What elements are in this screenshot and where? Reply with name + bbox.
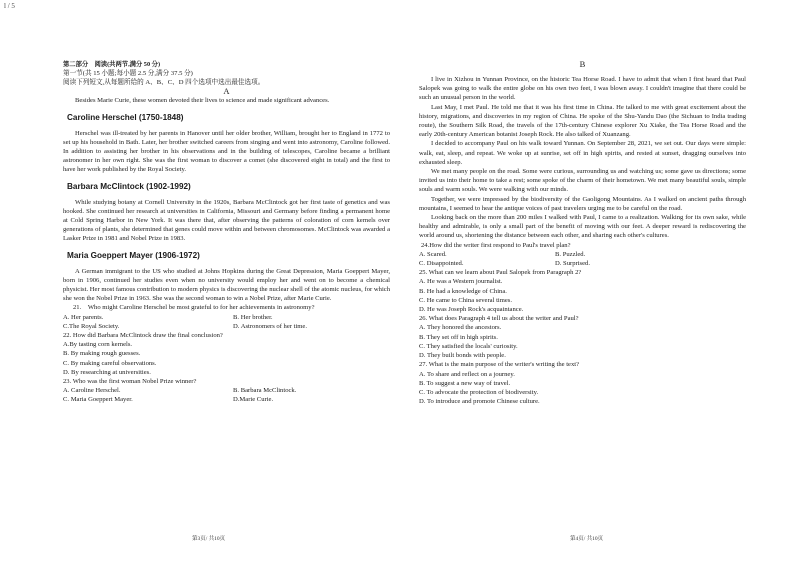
- q26-option-b: B. They set off in high spirits.: [419, 333, 498, 341]
- q22-option-d: D. By researching at universities.: [63, 368, 151, 376]
- q22-option-c: C. By making careful observations.: [63, 359, 157, 367]
- barbara-paragraph: While studying botany at Cornell University in the 1920s, Barbara McClintock got her first taste of genetics and was hooked. She continued her research at universities in California, Missouri and Germany before finding a permanent home at Cold Spring Harbor in New York. It was there that, after observing the patterns of coloration of corn kernels over generations of plants, she determined that genes could move within and between chromosomes. McClintock was awarded a Lasker Prize in 1981 and Nobel Prize in 1983.: [63, 198, 390, 243]
- q24-option-d: D. Surprised.: [555, 260, 590, 268]
- q23-options-row2: [63, 395, 390, 404]
- q23-option-d: D.Marie Curie.: [233, 396, 274, 404]
- q21-option-a: A. Her parents.: [63, 313, 104, 321]
- heading-caroline-herschel: Caroline Herschel (1750-1848): [67, 112, 184, 122]
- q21-option-b: B. Her brother.: [233, 313, 273, 321]
- question-21: 21. Who might Caroline Herschel be most grateful to for her achievements in astronomy?: [73, 304, 315, 312]
- q25-option-a: A. He was a Western journalist.: [419, 278, 503, 286]
- q21-options-row2: [63, 322, 390, 331]
- passage-letter-a: A: [223, 86, 230, 97]
- passage-b-paragraph-1: I live in Xizhou in Yunnan Province, on the historic Tea Horse Road. I have to admit that when I first heard that Paul Salopek was going to walk the entire globe on his own two feet, I was blown away. I couldn't imagine that there could be such an unusual person in the world.: [419, 76, 746, 102]
- question-27: 27. What is the main purpose of the writer's writing the text?: [419, 361, 580, 369]
- q27-option-a: A. To share and reflect on a journey.: [419, 370, 515, 378]
- right-page-column: [419, 60, 746, 406]
- q24-options-row2: [419, 259, 746, 268]
- section-note: 第一节(共 15 小题;每小题 2.5 分,满分 37.5 分): [63, 70, 193, 77]
- q22-option-b: B. By making rough guesses.: [63, 350, 141, 358]
- maria-paragraph: A German immigrant to the US who studied at Johns Hopkins during the Great Depression, Maria Goeppert Mayer, born in 1906, continued her studies even when no university would employ her and went on to become a chemical physicist. Her most famous contribution to modern physics is discovering the nuclear shell of the atomic nucleus, for which she won the Nobel Prize in 1963. She was the second woman to win a Nobel Prize, after Marie Curie.: [63, 267, 390, 303]
- question-22: 22. How did Barbara McClintock draw the final conclusion?: [63, 332, 223, 340]
- passage-b-paragraph-4: We met many people on the road. Some were curious, surrounding us and watching us; some gave us directions; some invited us into their home to take a rest; some spoke of the charm of their hometown. We met many beautiful souls, simple souls and warm souls. We were walking with our minds.: [419, 168, 746, 194]
- q26-option-c: C. They satisfied the locals' curiosity.: [419, 342, 518, 350]
- q23-option-a: A. Caroline Herschel.: [63, 387, 121, 395]
- left-page-column: [63, 60, 390, 405]
- q27-option-d: D. To introduce and promote Chinese culture.: [419, 398, 540, 406]
- q26-option-d: D. They built bonds with people.: [419, 352, 506, 360]
- part-title: 第二部分 阅读(共两节,满分 50 分): [63, 61, 161, 68]
- q27-option-b: B. To suggest a new way of travel.: [419, 379, 511, 387]
- q24-option-c: C. Disappointed.: [419, 260, 464, 268]
- instruction: 阅读下列短文,从每题所给的 A、B、C、D 四个选项中选出最佳选项。: [63, 79, 265, 87]
- heading-barbara-mcclintock: Barbara McClintock (1902-1992): [67, 181, 191, 191]
- question-26: 26. What does Paragraph 4 tell us about the writer and Paul?: [419, 315, 579, 323]
- question-25: 25. What can we learn about Paul Salopek from Paragraph 2?: [419, 269, 582, 277]
- q25-option-c: C. He came to China several times.: [419, 296, 513, 304]
- passage-b-paragraph-3: I decided to accompany Paul on his walk toward Yunnan. On September 28, 2021, we set out. Our days were simple: walk, eat, sleep, and repeat. We woke up at sunrise, set off in high spirits, and rested at sunset, dragging ourselves into exhausted sleep.: [419, 140, 746, 166]
- q25-option-d: D. He was Joseph Rock's acquaintance.: [419, 306, 524, 314]
- q24-option-b: B. Puzzled.: [555, 250, 586, 258]
- passage-letter-b: B: [579, 59, 586, 69]
- passage-b-paragraph-2: Last May, I met Paul. He told me that it was his first time in China. He talked to me with great excitement about the history, migrations, and discoveries in my region of China. He spoke of the Shu-Yandu Dao (the Sichuan to India trading route), the Southern Silk Road, the travels of the 17th-century Chinese explorer Xu Xiake, the Tea Horse Road and the early 20th-century American botanist Joseph Rock. He also talked of Xuanzang.: [419, 103, 746, 139]
- right-page-footer: 第4页/ 共10页: [570, 536, 604, 542]
- q23-option-b: B. Barbara McClintock.: [233, 387, 297, 395]
- q22-option-a: A.By tasting corn kernels.: [63, 341, 133, 349]
- heading-maria-goeppert-mayer: Maria Goeppert Mayer (1906-1972): [67, 250, 200, 260]
- q21-options-row1: [63, 313, 390, 322]
- q27-option-c: C. To advocate the protection of biodiversity.: [419, 388, 539, 396]
- caroline-paragraph: Herschel was ill-treated by her parents in Hanover until her older brother, William, brought her to England in 1772 to set up his household in Bath. Later, her brother switched careers from singing and went into astronomy, Caroline followed. In addition to assisting her brother in his observations and in the building of telescopes, Caroline became a brilliant astronomer in her own right. She was the first woman to discover a comet (she discovered eight in total) and the first to have her work published by the Royal Society.: [63, 129, 390, 174]
- corner-mark: l / 5: [4, 2, 15, 10]
- q24-option-a: A. Scared.: [419, 250, 447, 258]
- q24-options-row1: [419, 250, 746, 259]
- passage-b-paragraph-6: Looking back on the more than 200 miles I walked with Paul, I came to a realization. Walking for its own sake, while healthy and admirable, is only a small part of the benefit of moving with our feet. A deeper reward is rediscovering the world around us, shortening the distance between each other, and sharing each other's cultures.: [419, 214, 746, 240]
- passage-a-intro: Besides Marie Curie, these women devoted their lives to science and made significant advances.: [75, 97, 330, 105]
- q21-option-c: C.The Royal Society.: [63, 322, 120, 330]
- q23-options-row1: [63, 386, 390, 395]
- q26-option-a: A. They honored the ancestors.: [419, 324, 502, 332]
- question-23: 23. Who was the first woman Nobel Prize winner?: [63, 378, 197, 386]
- left-page-footer: 第3页/ 共10页: [192, 536, 226, 542]
- question-24: 24.How did the writer first respond to Paul's travel plan?: [421, 241, 571, 249]
- passage-b-paragraph-5: Together, we were impressed by the biodiversity of the Gaoligong Mountains. As I walked on ancient paths through mountains, I seemed to hear the antique voices of past travelers urging me to be careful on the road.: [419, 195, 746, 212]
- q23-option-c: C. Maria Goeppert Mayer.: [63, 396, 133, 404]
- q21-option-d: D. Astronomers of her time.: [233, 322, 307, 330]
- q25-option-b: B. He had a knowledge of China.: [419, 287, 507, 295]
